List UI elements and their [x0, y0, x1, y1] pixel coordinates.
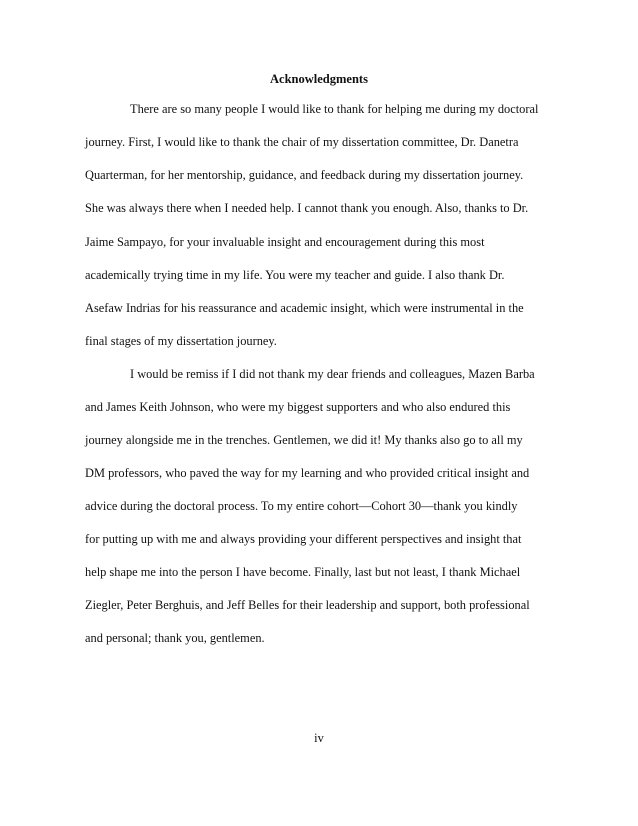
paragraph-1-line-8: final stages of my dissertation journey. — [85, 334, 277, 348]
paragraph-1-line-7: Asefaw Indrias for his reassurance and academic insight, which were instrumental in the — [85, 301, 524, 315]
paragraph-2-line-1: I would be remiss if I did not thank my dear friends and colleagues, Mazen Barba — [130, 367, 535, 381]
paragraph-1-line-3: Quarterman, for her mentorship, guidance, and feedback during my dissertation journey. — [85, 168, 524, 182]
paragraph-2-line-4: DM professors, who paved the way for my learning and who provided critical insight and — [85, 466, 530, 480]
paragraph-2-line-8: Ziegler, Peter Berghuis, and Jeff Belles for their leadership and support, both professional — [85, 598, 530, 612]
paragraph-1-line-6: academically trying time in my life. You were my teacher and guide. I also thank Dr. — [85, 268, 505, 282]
paragraph-2-line-5: advice during the doctoral process. To my entire cohort—Cohort 30—thank you kindly — [85, 499, 518, 513]
paragraph-2-line-9: and personal; thank you, gentlemen. — [85, 631, 265, 645]
paragraph-2-line-7: help shape me into the person I have become. Finally, last but not least, I thank Michael — [85, 565, 521, 579]
paragraph-2-line-3: journey alongside me in the trenches. Gentlemen, we did it! My thanks also go to all my — [85, 433, 523, 447]
paragraph-1-line-5: Jaime Sampayo, for your invaluable insight and encouragement during this most — [85, 235, 485, 249]
page-title: Acknowledgments — [270, 72, 368, 86]
paragraph-1-line-4: She was always there when I needed help. I cannot thank you enough. Also, thanks to Dr. — [85, 201, 529, 215]
page-number: iv — [314, 731, 324, 745]
paragraph-1-line-2: journey. First, I would like to thank the chair of my dissertation committee, Dr. Danetra — [85, 135, 519, 149]
paragraph-2-line-2: and James Keith Johnson, who were my biggest supporters and who also endured this — [85, 400, 511, 414]
paragraph-2-line-6: for putting up with me and always providing your different perspectives and insight that — [85, 532, 522, 546]
paragraph-1-line-1: There are so many people I would like to thank for helping me during my doctoral — [130, 102, 539, 116]
